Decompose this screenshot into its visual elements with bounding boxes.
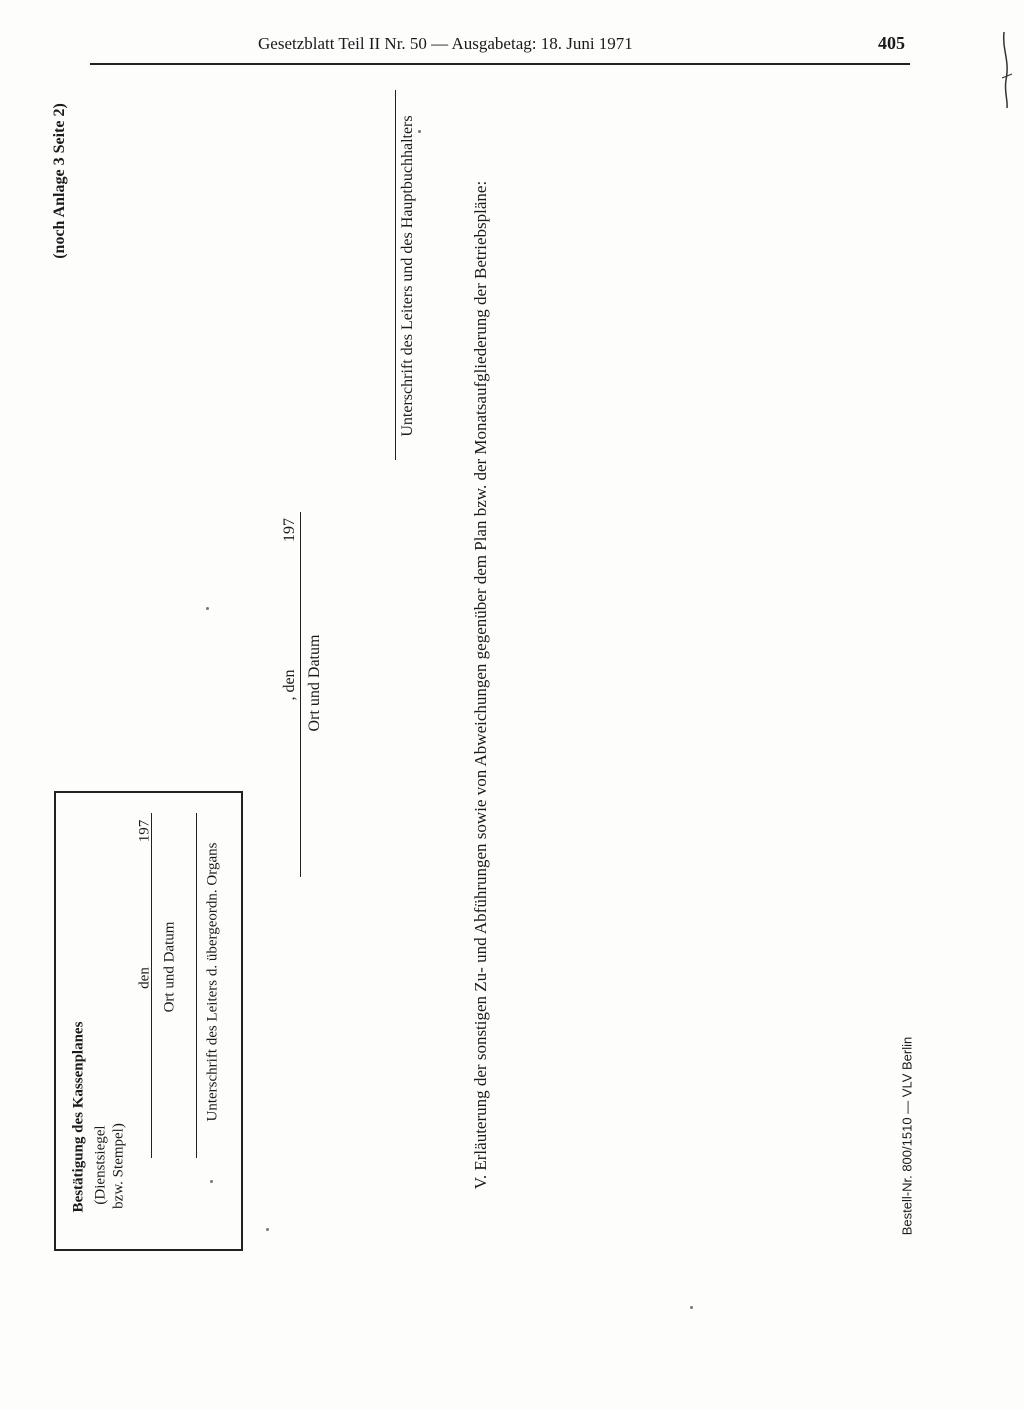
footer-order-number: Bestell-Nr. 800/1510 — VLV Berlin: [899, 1036, 915, 1236]
print-speck: [418, 130, 421, 133]
print-speck: [690, 1306, 693, 1309]
place-year: 197: [281, 518, 298, 542]
page-number: 405: [878, 33, 905, 53]
box-year: 197: [136, 819, 153, 843]
box-seal-line1: (Dienstsiegel: [92, 1125, 109, 1205]
box-title: Bestätigung des Kassenplanes: [70, 1021, 87, 1213]
box-seal-line2: bzw. Stempel): [110, 1123, 127, 1209]
place-den: , den: [281, 669, 298, 701]
signature-line: [395, 90, 396, 460]
continuation-note: (noch Anlage 3 Seite 2): [51, 103, 68, 259]
print-speck: [266, 1228, 269, 1231]
margin-pencil-mark: [1000, 30, 1014, 110]
print-speck: [210, 1180, 213, 1183]
section-v-heading: V. Erläuterung der sonstigen Zu- und Abführungen sowie von Abweichungen gegenüber dem Plan bzw. der Monatsaufgliederung der Betriebspläne:: [471, 180, 490, 1190]
signature-main: Unterschrift des Leiters und des Hauptbuchhalters: [399, 115, 416, 437]
box-signature: Unterschrift des Leiters d. übergeordn. Organs: [204, 842, 221, 1122]
box-signature-line-2: [196, 813, 197, 1158]
header-rule: [90, 63, 910, 65]
place-date-line: [300, 512, 301, 877]
box-den: den: [136, 967, 153, 989]
box-place-date: Ort und Datum: [161, 921, 178, 1013]
place-date-label: Ort und Datum: [306, 634, 323, 732]
running-title: Gesetzblatt Teil II Nr. 50 — Ausgabetag: 18. Juni 1971: [258, 34, 633, 53]
print-speck: [206, 607, 209, 610]
